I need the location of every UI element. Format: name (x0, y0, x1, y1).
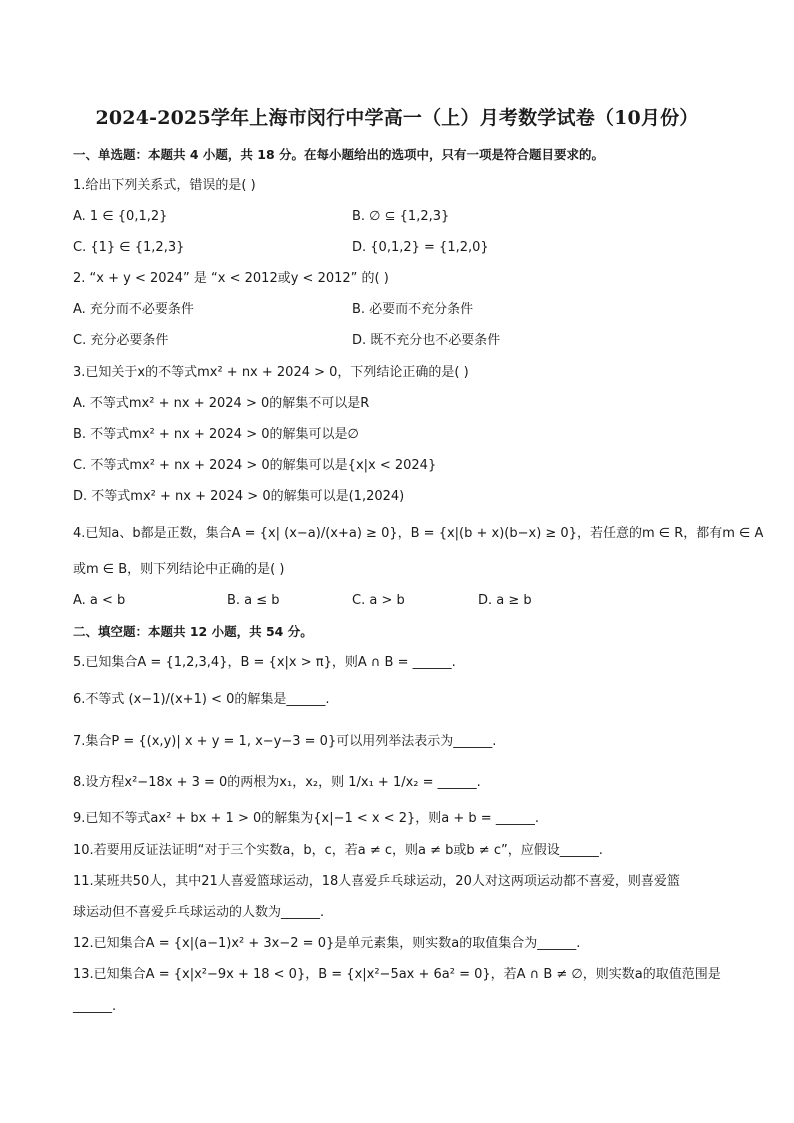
question-1-option-a: A. 1 ∈ {0,1,2} (73, 209, 168, 224)
question-10: 10.若要用反证法证明“对于三个实数a，b，c，若a ≠ c，则a ≠ b或b ≠ c”，应假设______. (73, 843, 603, 858)
section-heading-single-choice: 一、单选题：本题共 4 小题，共 18 分。在每小题给出的选项中，只有一项是符合题目要求的。 (73, 147, 605, 162)
question-3-stem: 3.已知关于x的不等式mx² + nx + 2024 > 0，下列结论正确的是( ) (73, 365, 469, 380)
question-2-option-c: C. 充分必要条件 (73, 333, 169, 348)
question-3-option-c: C. 不等式mx² + nx + 2024 > 0的解集可以是{x|x < 2024} (73, 458, 437, 473)
exam-title: 2024-2025学年上海市闵行中学高一（上）月考数学试卷（10月份） (95, 107, 699, 129)
question-13-line-1: 13.已知集合A = {x|x²−9x + 18 < 0}，B = {x|x²−5ax + 6a² = 0}，若A ∩ B ≠ ∅，则实数a的取值范围是 (73, 967, 721, 982)
section-heading-fill-blank: 二、填空题：本题共 12 小题，共 54 分。 (73, 624, 313, 639)
question-4-option-b: B. a ≤ b (227, 593, 280, 608)
question-2-option-d: D. 既不充分也不必要条件 (352, 333, 501, 348)
question-1-stem: 1.给出下列关系式，错误的是( ) (73, 178, 256, 193)
question-4-option-a: A. a < b (73, 593, 126, 608)
question-5: 5.已知集合A = {1,2,3,4}，B = {x|x > π}，则A ∩ B = ______. (73, 655, 456, 670)
question-12: 12.已知集合A = {x|(a−1)x² + 3x−2 = 0}是单元素集，则实数a的取值集合为______. (73, 936, 581, 951)
question-9: 9.已知不等式ax² + bx + 1 > 0的解集为{x|−1 < x < 2}，则a + b = ______. (73, 811, 539, 826)
question-4-option-c: C. a > b (352, 593, 405, 608)
question-1-option-c: C. {1} ∈ {1,2,3} (73, 240, 185, 255)
question-3-option-d: D. 不等式mx² + nx + 2024 > 0的解集可以是(1,2024) (73, 489, 405, 504)
question-3-option-b: B. 不等式mx² + nx + 2024 > 0的解集可以是∅ (73, 427, 359, 442)
question-4-stem-line-2: 或m ∈ B，则下列结论中正确的是( ) (73, 562, 285, 577)
question-1-option-b: B. ∅ ⊆ {1,2,3} (352, 209, 450, 224)
question-11-line-2: 球运动但不喜爱乒乓球运动的人数为______. (73, 905, 325, 920)
question-2-option-b: B. 必要而不充分条件 (352, 302, 474, 317)
question-8: 8.设方程x²−18x + 3 = 0的两根为x₁，x₂，则 1/x₁ + 1/x₂ = ______. (73, 775, 481, 790)
question-2-option-a: A. 充分而不必要条件 (73, 302, 194, 317)
question-4-option-d: D. a ≥ b (478, 593, 532, 608)
question-13-line-2: ______. (73, 999, 117, 1014)
question-7: 7.集合P = {(x,y)| x + y = 1, x−y−3 = 0}可以用列举法表示为______. (73, 734, 497, 749)
question-11-line-1: 11.某班共50人，其中21人喜爱篮球运动，18人喜爱乒乓球运动，20人对这两项运动都不喜爱，则喜爱篮 (73, 874, 680, 889)
question-2-stem: 2. “x + y < 2024” 是 “x < 2012或y < 2012” 的( ) (73, 271, 389, 286)
question-6: 6.不等式 (x−1)/(x+1) < 0的解集是______. (73, 692, 330, 707)
question-1-option-d: D. {0,1,2} = {1,2,0} (352, 240, 489, 255)
question-3-option-a: A. 不等式mx² + nx + 2024 > 0的解集不可以是R (73, 396, 370, 411)
question-4-stem-line-1: 4.已知a、b都是正数，集合A = {x| (x−a)/(x+a) ≥ 0}，B = {x|(b + x)(b−x) ≥ 0}，若任意的m ∈ R，都有m ∈ A (73, 526, 764, 541)
